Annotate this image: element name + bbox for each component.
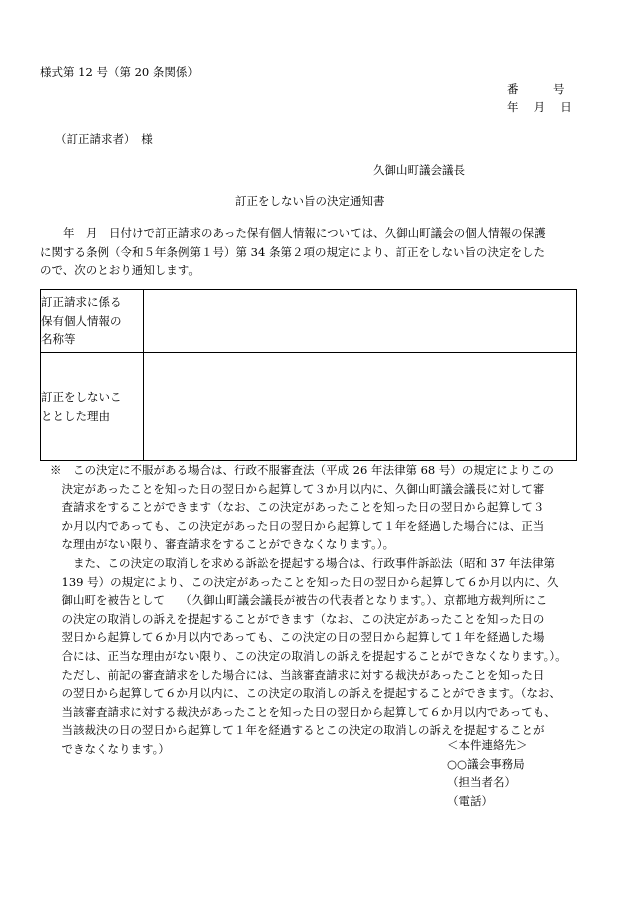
note-line: 当該裁決の日の翌日から起算して１年を経過するとこの決定の取消しの訴えを提起することが — [50, 723, 545, 738]
contact-person: （担当者名） — [447, 775, 516, 790]
issuer: 久御山町議会議長 — [373, 163, 465, 177]
row-label-line: ととした理由 — [41, 408, 110, 423]
correction-table — [40, 289, 577, 461]
note-line: できなくなります。） — [50, 741, 170, 756]
note-line: 当該審査請求に対する裁決があったことを知った日の翌日から起算して６か月以内であっても、 — [50, 704, 556, 719]
note-line: な理由がない限り、審査請求をすることができなくなります。）。 — [50, 537, 395, 552]
document-title: 訂正をしない旨の決定通知書 — [235, 194, 385, 208]
document-number-label: 番 号 — [507, 82, 565, 96]
form-number: 様式第 12 号（第 20 条関係） — [40, 65, 199, 79]
note-line: 翌日から起算して６か月以内であっても、この決定の日の翌日から起算して１年を経過した場 — [50, 630, 545, 645]
table-row — [41, 290, 577, 353]
row-label-line: 訂正請求に係る — [41, 295, 122, 310]
row-label-line: 保有個人情報の — [41, 313, 122, 328]
note-line: 査請求をすることができます（なお、この決定があったことを知った日の翌日から起算して３ — [50, 500, 545, 515]
table-row — [41, 353, 577, 461]
note-line: ただし、前記の審査請求をした場合には、当該審査請求に対する裁決があったことを知った日 — [50, 667, 545, 682]
row-value-reason[interactable] — [144, 353, 577, 461]
row-label-personal-info-name — [41, 290, 144, 353]
note-line: の翌日から起算して６か月以内に、この決定の取消しの訴えを提起することができます。（なお、 — [50, 686, 561, 701]
note-line: また、この決定の取消しを求める訴訟を提起する場合は、行政事件訴訟法（昭和 37 年法律第 — [50, 555, 555, 570]
body-line: に関する条例（令和５年条例第１号）第 34 条第２項の規定により、訂正をしない旨の決定をした — [40, 244, 545, 259]
body-paragraph — [40, 224, 546, 280]
row-label-reason — [41, 353, 144, 461]
note-line: 139 号）の規定により、この決定があったことを知った日の翌日から起算して６か月以内に、久 — [50, 574, 559, 589]
addressee: （訂正請求者） 様 — [55, 132, 153, 146]
body-line: ので、次のとおり通知します。 — [40, 263, 200, 278]
body-line: 年 月 日付けで訂正請求のあった保有個人情報については、久御山町議会の個人情報の保護 — [40, 226, 546, 240]
contact-heading: ＜本件連絡先＞ — [447, 738, 528, 752]
row-label-line: 名称等 — [41, 332, 76, 347]
note-line: ※ この決定に不服がある場合は、行政不服審査法（平成 26 年法律第 68 号）の規定によりこの — [50, 463, 554, 477]
contact-block — [447, 736, 528, 810]
contact-office: ○○議会事務局 — [447, 756, 525, 771]
note-line: 御山町を被告として （久御山町議会議長が被告の代表者となります。）、京都地方裁判所にこ — [50, 593, 548, 608]
contact-phone: （電話） — [447, 793, 493, 808]
document-date-label: 年 月 日 — [507, 100, 572, 114]
note-line: の決定の取消しの訴えを提起することができます（なお、この決定があったことを知った日の — [50, 611, 545, 626]
row-label-line: 訂正をしないこ — [41, 389, 122, 404]
note-line: か月以内であっても、この決定があった日の翌日から起算して１年を経過した場合には、正当 — [50, 518, 545, 533]
note-line: 合には、正当な理由がない限り、この決定の取消しの訴えを提起することができなくなります。）。 — [50, 648, 567, 663]
note-line: 決定があったことを知った日の翌日から起算して３か月以内に、久御山町議会議長に対して審 — [50, 481, 545, 496]
row-value-personal-info-name[interactable] — [144, 290, 577, 353]
appeal-notice — [50, 461, 590, 759]
